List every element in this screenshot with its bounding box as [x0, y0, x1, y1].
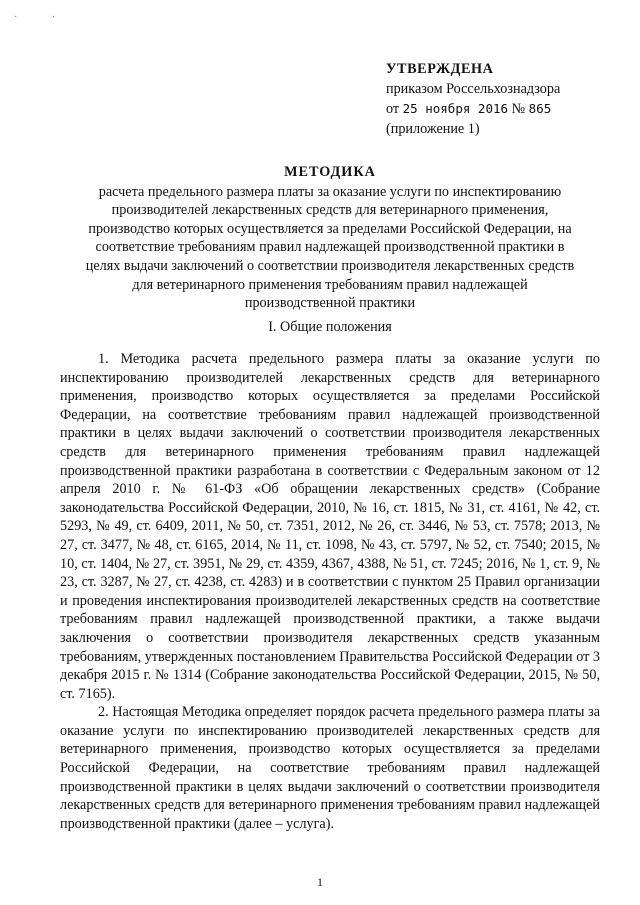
subtitle-line: соответствие требованиям правил надлежащей производственной практики в: [95, 239, 565, 256]
approval-number: 865: [528, 101, 552, 116]
approval-number-sign: №: [511, 101, 526, 117]
approval-date-prefix: от: [386, 101, 400, 117]
subtitle-line: для ветеринарного применения требованиям правил надлежащей: [132, 276, 528, 293]
page-number: 1: [317, 875, 323, 889]
subtitle-line: расчета предельного размера платы за оказание услуги по инспектированию: [98, 183, 562, 200]
approval-order-line: приказом Россельхознадзора: [386, 80, 561, 97]
subtitle-line: целях выдачи заключений о соответствии производителя лекарственных средств: [85, 257, 575, 274]
subtitle-line: производителей лекарственных средств для ветеринарного применения,: [111, 202, 549, 219]
approval-block: [386, 60, 560, 139]
document-title: МЕТОДИКА: [284, 164, 376, 180]
approval-date-line: [386, 99, 560, 120]
paragraph-2: 2. Настоящая Методика определяет порядок расчета предельного размера платы за оказание услуги по инспектированию производителей лекарственных средств для ветеринарного применения, производство которых осуществляется за пределами Российской Федерации, на соответствие требованиям правил надлежащей производственной практики в целях выдачи заключений о соответствии производителя лекарственных средств для ветеринарного применения требованиям правил надлежащей производственной практики (далее – услуга).: [60, 704, 600, 832]
subtitle-line: производство которых осуществляется за пределами Российской Федерации, на: [88, 220, 572, 237]
approval-appendix: (приложение 1): [386, 120, 480, 137]
section-heading: I. Общие положения: [268, 319, 392, 335]
title-block: [60, 163, 600, 313]
approval-date: 25 ноября 2016: [402, 101, 509, 116]
scan-specks: · ·: [14, 12, 72, 23]
document-body: [60, 350, 600, 833]
subtitle-line: производственной практики: [244, 295, 416, 312]
paragraph-1: 1. Методика расчета предельного размера платы за оказание услуги по инспектированию производителей лекарственных средств для ветеринарного применения, производство которых осуществляется за пределами Российской Федерации, на соответствие требованиям правил надлежащей производственной практики в целях выдачи заключений о соответствии производителя лекарственных средств для ветеринарного применения требованиям правил надлежащей производственной практики разработана в соответствии с Федеральным законом от 12 апреля 2010 г. № 61-ФЗ «Об обращении лекарственных средств» (Собрание законодательства Российской Федерации, 2010, № 16, ст. 1815, № 31, ст. 4161, № 42, ст. 5293, № 49, ст. 6409, 2011, № 50, ст. 7351, 2012, № 26, ст. 3446, № 53, ст. 7578; 2013, № 27, ст. 3477, № 48, ст. 6165, 2014, № 11, ст. 1098, № 43, ст. 5797, № 52, ст. 7540; 2015, № 10, ст. 1404, № 27, ст. 3951, № 29, ст. 4359, 4367, 4388, № 51, ст. 7245; 2016, № 1, ст. 9, № 23, ст. 3287, № 27, ст. 4238, ст. 4283) и в соответствии с пунктом 25 Правил организации и проведения инспектирования производителей лекарственных средств на соответствие требованиям правил надлежащей производственной практики, а также выдачи заключения о соответствии производителя лекарственных средств указанным требованиям, утвержденных постановлением Правительства Российской Федерации от 3 декабря 2015 г. № 1314 (Собрание законодательства Российской Федерации, 2015, № 50, ст. 7165).: [60, 351, 600, 702]
approval-header: УТВЕРЖДЕНА: [386, 61, 494, 77]
